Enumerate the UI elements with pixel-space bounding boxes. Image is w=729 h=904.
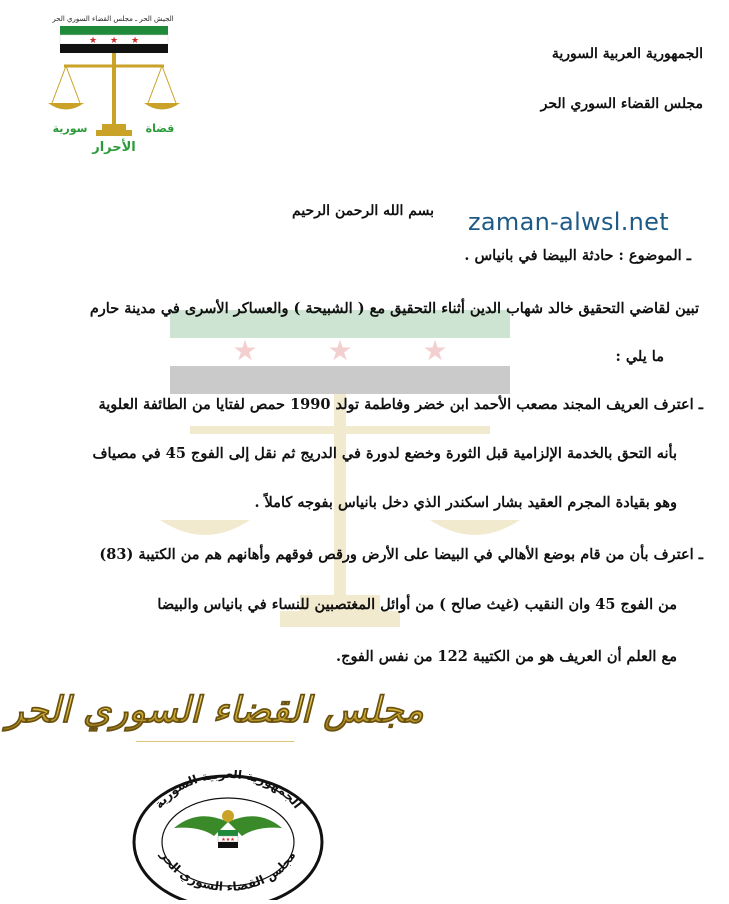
- body-line-3: ـ اعترف العريف المجند مصعب الأحمد ابن خضر وفاطمة تولد 1990 حمص لفتايا من الطائفة العلوية: [98, 396, 703, 413]
- stamp-seal-icon: [128, 770, 328, 900]
- body-line-5: وهو بقيادة المجرم العقيد بشار اسكندر الذي دخل بانياس بفوجه كاملاً .: [254, 494, 677, 511]
- svg-text:★: ★: [130, 36, 140, 46]
- council-logo: [38, 8, 188, 158]
- header-republic: الجمهورية العربية السورية: [551, 46, 703, 62]
- calligraphy-signature-icon: [6, 680, 424, 750]
- calligraphy-signature: [6, 680, 424, 750]
- scales-of-justice-icon: [38, 8, 188, 158]
- header-council: مجلس القضاء السوري الحر: [540, 96, 703, 112]
- logo-label-left: سورية: [52, 122, 88, 135]
- body-line-6: ـ اعترف بأن من قام بوضع الأهالي في البيضا على الأرض ورقص فوقهم وأهانهم هم من الكتيبة (83): [99, 546, 703, 563]
- subject-line: ـ الموضوع : حادثة البيضا في بانياس .: [464, 247, 691, 264]
- logo-label-bottom: الأحرار: [92, 140, 136, 155]
- svg-text:ــــــــــــــــــــــــــــــ: ـــــــــــــــــــــــــــــــــــــــــــــ: [135, 731, 295, 745]
- svg-text:★★★: ★★★: [221, 837, 235, 843]
- svg-text:★: ★: [327, 334, 353, 367]
- watermark-scales-icon: [150, 300, 530, 680]
- body-line-2: ما يلي :: [615, 348, 664, 365]
- body-line-7: من الفوج 45 وان النقيب (غيث صالح ) من أوائل المغتصبين للنساء في بانياس والبيضا: [157, 596, 677, 613]
- basmala: بسم الله الرحمن الرحيم: [292, 203, 434, 219]
- logo-top-caption: الجيش الحر ـ مجلس القضاء السوري الحر: [52, 15, 174, 23]
- body-line-4: بأنه التحق بالخدمة الإلزامية قبل الثورة وخضع لدورة في الدريج ثم نقل إلى الفوج 45 في مصياف: [92, 445, 677, 462]
- svg-text:مجلس القضاء السوري الحر: مجلس القضاء السوري الحر: [6, 689, 424, 731]
- background-watermark: [150, 300, 530, 680]
- svg-text:★: ★: [422, 334, 448, 367]
- logo-label-right: قضاة: [145, 122, 175, 135]
- svg-text:★: ★: [88, 36, 98, 46]
- body-line-8: مع العلم أن العريف هو من الكتيبة 122 من نفس الفوج.: [336, 648, 677, 665]
- body-line-1: تبين لقاضي التحقيق خالد شهاب الدين أثناء التحقيق مع ( الشبيحة ) والعساكر الأسرى في مدينة حارم: [89, 300, 699, 317]
- svg-text:★: ★: [109, 36, 119, 46]
- svg-text:مجلس القضاء السوري الحر: مجلس القضاء السوري الحر: [157, 848, 299, 894]
- svg-text:★: ★: [232, 334, 258, 367]
- official-stamp: [128, 770, 328, 900]
- watermark-url: zaman-alwsl.net: [468, 208, 669, 236]
- svg-text:الجمهورية العربية السورية: الجمهورية العربية السورية: [151, 770, 305, 812]
